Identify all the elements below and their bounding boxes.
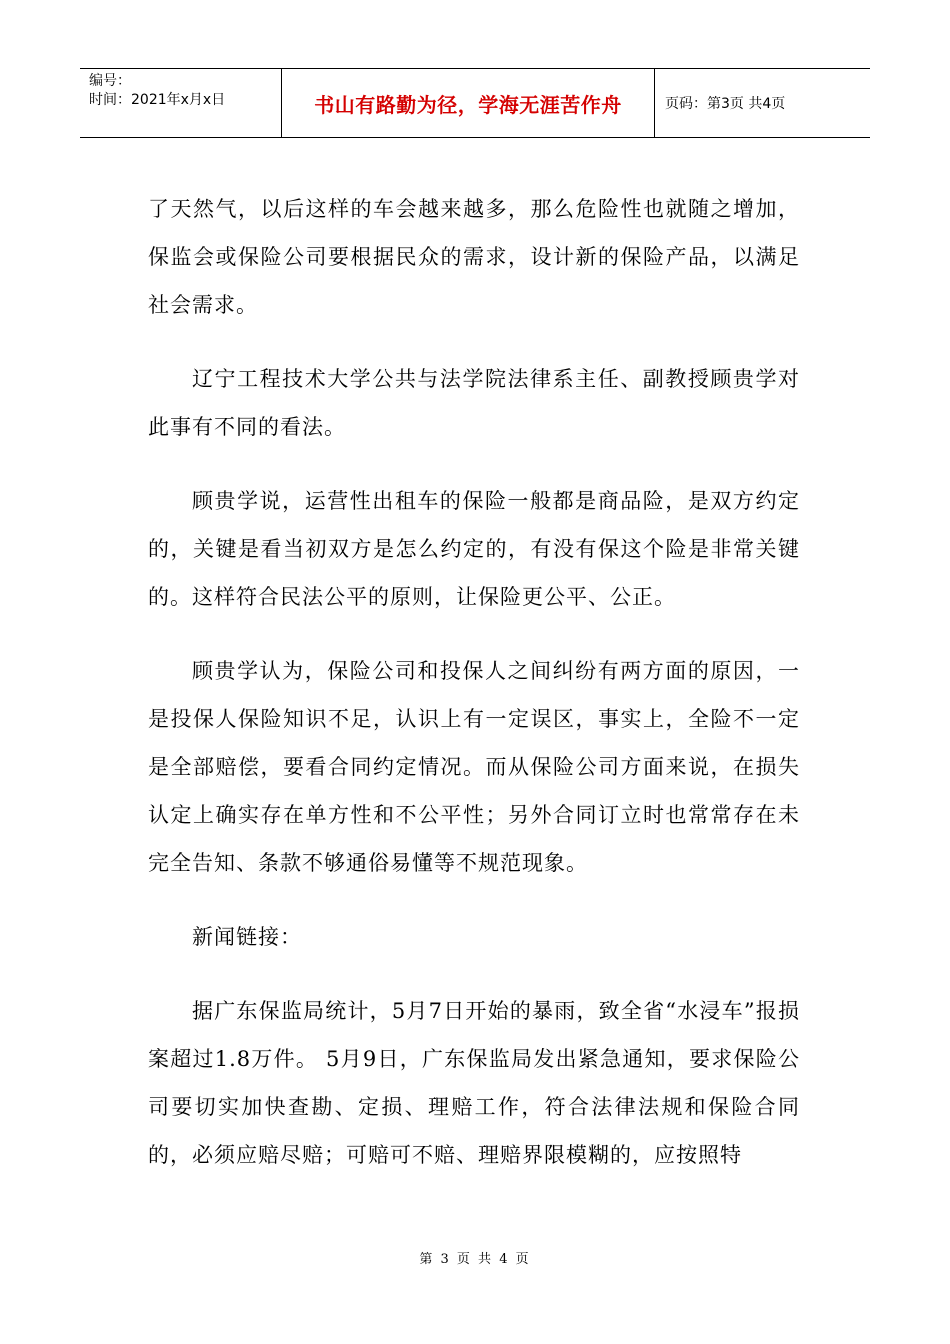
serial-number-label: 编号： <box>89 73 131 89</box>
paragraph: 顾贵学说，运营性出租车的保险一般都是商品险，是双方约定的，关键是看当初双方是怎么约定的，有没有保这个险是非常关键的。这样符合民法公平的原则，让保险更公平、公正。 <box>148 489 800 609</box>
document-header <box>80 68 870 138</box>
page-footer: 第 3 页 共 4 页 <box>419 1252 531 1267</box>
paragraph-continuation: 了天然气，以后这样的车会越来越多，那么危险性也就随之增加，保监会或保险公司要根据民众的需求，设计新的保险产品，以满足社会需求。 <box>148 197 800 317</box>
header-motto: 书山有路勤为径，学海无涯苦作舟 <box>282 69 655 137</box>
header-page-info: 页码：第3页 共4页 <box>665 96 786 112</box>
paragraph: 辽宁工程技术大学公共与法学院法律系主任、副教授顾贵学对此事有不同的看法。 <box>148 367 800 439</box>
paragraph: 据广东保监局统计，5月7日开始的暴雨，致全省“水浸车”报损案超过1.8万件。 5月9日，广东保监局发出紧急通知，要求保险公司要切实加快查勘、定损、理赔工作，符合法律法规和保险合同的，必须应赔尽赔；可赔可不赔、理赔界限模糊的，应按照特 <box>148 999 800 1167</box>
news-link-heading: 新闻链接： <box>192 925 302 949</box>
document-body <box>148 185 800 1205</box>
paragraph: 顾贵学认为，保险公司和投保人之间纠纷有两方面的原因，一是投保人保险知识不足，认识上有一定误区，事实上，全险不一定是全部赔偿，要看合同约定情况。而从保险公司方面来说，在损失认定上确实存在单方性和不公平性；另外合同订立时也常常存在未完全告知、条款不够通俗易懂等不规范现象。 <box>148 659 800 875</box>
date-label: 时间：2021年x月x日 <box>89 92 226 108</box>
header-meta-cell <box>80 69 282 137</box>
